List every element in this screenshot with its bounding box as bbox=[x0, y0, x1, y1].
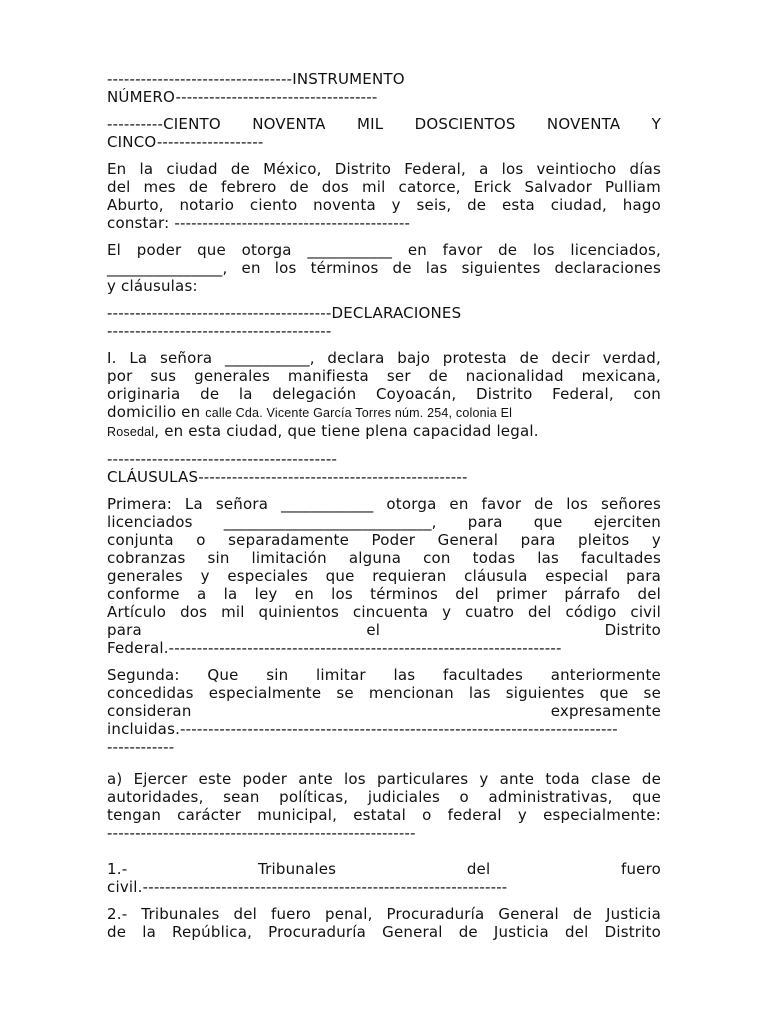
notarial-document bbox=[107, 70, 661, 950]
primera-line: Primera: La señora ____________ otorga en favor de los señores bbox=[107, 495, 661, 513]
intro-line: constar: ------------------------------------------ bbox=[107, 214, 411, 232]
intro-line: Aburto, notario ciento noventa y seis, de esta ciudad, hago bbox=[107, 196, 661, 214]
numero-line-1: ----------CIENTO NOVENTA MIL DOSCIENTOS NOVENTA Y bbox=[107, 115, 661, 133]
primera-line: conjunta o separadamente Poder General para pleitos y bbox=[107, 531, 661, 549]
poder-line: y cláusulas: bbox=[107, 277, 198, 295]
inciso-a-line: ------------------------------------------------------- bbox=[107, 824, 416, 842]
inciso-a-line: a) Ejercer este poder ante los particulares y ante toda clase de bbox=[107, 770, 661, 788]
primera-line: conforme a la ley en los términos del primer párrafo del bbox=[107, 585, 661, 603]
inciso-a-line: tengan carácter municipal, estatal o federal y especialmente: bbox=[107, 806, 661, 824]
declaraciones-heading bbox=[107, 304, 661, 340]
primera-line: licenciados ___________________________, para que ejerciten bbox=[107, 513, 661, 531]
domicilio-label: domicilio en bbox=[107, 403, 201, 421]
declaracion-line: originaria de la delegación Coyoacán, Distrito Federal, con bbox=[107, 385, 661, 403]
instrumento-line-1: ---------------------------------INSTRUMENTO bbox=[107, 70, 405, 88]
poder-paragraph bbox=[107, 241, 661, 295]
instrumento-line-2: NÚMERO------------------------------------ bbox=[107, 88, 378, 106]
clausulas-heading bbox=[107, 450, 661, 486]
numero-line-2: CINCO------------------- bbox=[107, 133, 264, 151]
primera-clausula bbox=[107, 495, 661, 657]
segunda-line: consideran expresamente bbox=[107, 702, 661, 720]
intro-paragraph bbox=[107, 160, 661, 232]
numero-heading bbox=[107, 115, 661, 151]
clausulas-line: ----------------------------------------- bbox=[107, 450, 338, 468]
declaracion-paragraph bbox=[107, 349, 661, 441]
declaracion-line: I. La señora ___________, declara bajo protesta de decir verdad, bbox=[107, 349, 661, 367]
declaraciones-line: ----------------------------------------DECLARACIONES bbox=[107, 304, 462, 322]
item-2 bbox=[107, 905, 661, 941]
primera-line: Federal.---------------------------------------------------------------------- bbox=[107, 639, 562, 657]
segunda-line: incluidas.------------------------------------------------------------------------------ bbox=[107, 720, 618, 738]
domicilio-colonia: Rosedal bbox=[107, 425, 155, 439]
intro-line: del mes de febrero de dos mil catorce, Erick Salvador Pulliam bbox=[107, 178, 661, 196]
poder-line: El poder que otorga ___________ en favor de los licenciados, bbox=[107, 241, 661, 259]
segunda-line: concedidas especialmente se mencionan las siguientes que se bbox=[107, 684, 661, 702]
item-1-line: civil.----------------------------------------------------------------- bbox=[107, 878, 508, 896]
declaracion-line bbox=[107, 403, 661, 422]
item-1-line: 1.- Tribunales del fuero bbox=[107, 860, 661, 878]
clausulas-line: CLÁUSULAS------------------------------------------------ bbox=[107, 468, 468, 486]
declaraciones-line: ---------------------------------------- bbox=[107, 322, 332, 340]
segunda-line: ------------ bbox=[107, 738, 175, 756]
segunda-line: Segunda: Que sin limitar las facultades anteriormente bbox=[107, 666, 661, 684]
intro-line: En la ciudad de México, Distrito Federal, a los veintiocho días bbox=[107, 160, 661, 178]
primera-line: Artículo dos mil quinientos cincuenta y cuatro del código civil bbox=[107, 603, 661, 621]
declaracion-line bbox=[107, 422, 661, 441]
inciso-a-line: autoridades, sean políticas, judiciales o administrativas, que bbox=[107, 788, 661, 806]
instrumento-heading bbox=[107, 70, 661, 106]
inciso-a bbox=[107, 770, 661, 842]
item-2-line: de la República, Procuraduría General de Justicia del Distrito bbox=[107, 923, 661, 941]
primera-line: para el Distrito bbox=[107, 621, 661, 639]
item-2-line: 2.- Tribunales del fuero penal, Procuraduría General de Justicia bbox=[107, 905, 661, 923]
capacidad-text: , en esta ciudad, que tiene plena capacidad legal. bbox=[154, 422, 539, 440]
primera-line: cobranzas sin limitación alguna con todas las facultades bbox=[107, 549, 661, 567]
domicilio-address: calle Cda. Vicente García Torres núm. 254, colonia El bbox=[205, 406, 513, 420]
poder-line: _______________, en los términos de las siguientes declaraciones bbox=[107, 259, 661, 277]
declaracion-line: por sus generales manifiesta ser de nacionalidad mexicana, bbox=[107, 367, 661, 385]
segunda-clausula bbox=[107, 666, 661, 756]
primera-line: generales y especiales que requieran cláusula especial para bbox=[107, 567, 661, 585]
item-1 bbox=[107, 860, 661, 896]
